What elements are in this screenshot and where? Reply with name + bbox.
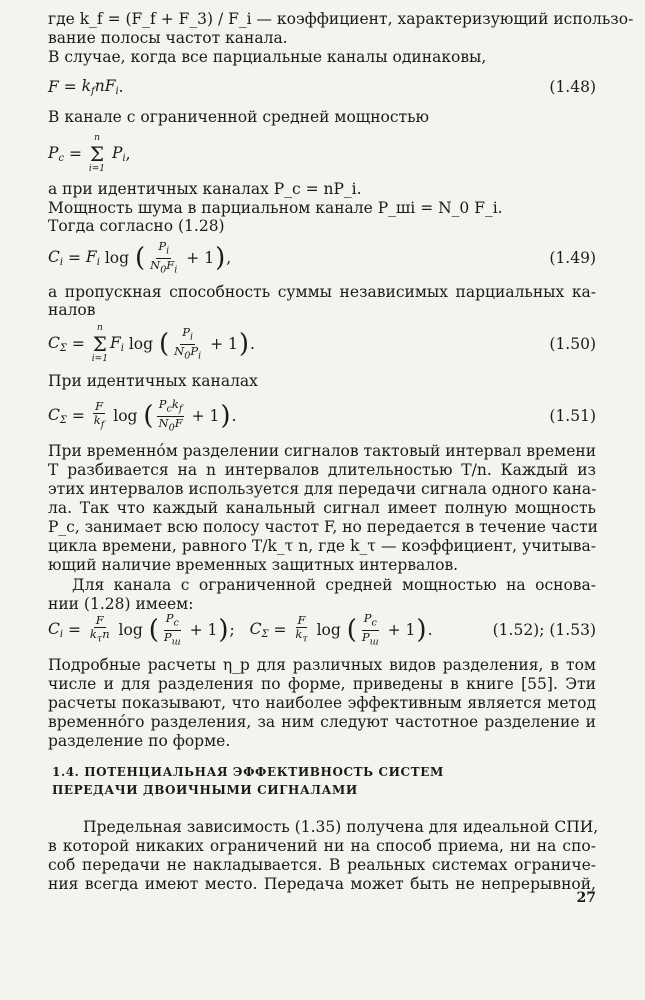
text-line: ющий наличие временных защитных интервалов. xyxy=(48,556,459,574)
equation-1-48 xyxy=(48,67,596,107)
text-line: вание полосы частот канала. xyxy=(48,29,288,47)
text-line: P_c, занимает всю полосу частот F, но передается в течение части xyxy=(48,518,598,536)
text-line: в которой никаких ограничений ни на способ приема, ни на спо- xyxy=(48,837,596,855)
text-line: а пропускная способность суммы независимых парциальных ка- xyxy=(48,283,596,301)
section-heading: 1.4. ПОТЕНЦИАЛЬНАЯ ЭФФЕКТИВНОСТЬ СИСТЕМ xyxy=(52,765,444,779)
equation-formula: $C_i$ = $\frac{F}{k_\tau n}$ log ( $\frac{P_c}{P_ш}$ + 1 ) ; $C_\Sigma$ = $\frac{F}{k_\tau}$ log ( $\frac{P_c}{P_ш}$ + 1 ) . xyxy=(48,611,433,647)
equation-formula: $C_\Sigma$ = n Σ i=1 $F_i$ log ( $\frac{P_i}{N_0P_i}$ + 1 ) . xyxy=(48,323,255,364)
equation-number: (1.52); (1.53) xyxy=(492,621,596,639)
text-line: расчеты показывают, что наиболее эффективным является метод xyxy=(48,694,596,712)
fraction: $\frac{P_i}{N_0P_i}$ xyxy=(174,325,202,361)
text-line: временнóго разделения, за ним следуют частотное разделение и xyxy=(48,713,596,731)
text-line: разделение по форме. xyxy=(48,732,231,750)
text-line: налов xyxy=(48,301,96,319)
text-line: В случае, когда все парциальные каналы одинаковы, xyxy=(48,48,487,66)
text-line: числе и для разделения по форме, приведены в книге [55]. Эти xyxy=(48,675,596,693)
equation-pc-sum xyxy=(48,132,596,176)
text-line: этих интервалов используется для передачи сигнала одного кана- xyxy=(48,480,597,498)
page-number: 27 xyxy=(576,890,596,906)
fraction: $\frac{P_ck_f}{N_0F}$ xyxy=(158,397,183,433)
text-line: T разбивается на n интервалов длительностью T/n. Каждый из xyxy=(48,461,596,479)
equation-formula: F = $k_fnF_i$ . xyxy=(48,77,124,97)
text-line: Предельная зависимость (1.35) получена для идеальной СПИ, xyxy=(83,818,599,836)
text-line: соб передачи не накладывается. В реальных системах ограниче- xyxy=(48,856,596,874)
sum-symbol: n Σ i=1 xyxy=(88,133,106,174)
fraction: $\frac{P_c}{P_ш}$ xyxy=(361,611,379,647)
text-line: При временнóм разделении сигналов тактовый интервал времени xyxy=(48,442,597,460)
text-line: ла. Так что каждый канальный сигнал имеет полную мощность xyxy=(48,499,596,517)
equation-1-52-1-53 xyxy=(48,610,596,650)
equation-formula: $C_i$ = $F_i$ log ( $\frac{P_i}{N_0F_i}$ + 1 ) , xyxy=(48,239,232,275)
equation-number: (1.51) xyxy=(549,407,596,425)
sum-symbol: n Σ i=1 xyxy=(91,323,108,364)
fraction: $\frac{P_i}{N_0F_i}$ xyxy=(150,239,178,275)
fraction: $\frac{P_c}{P_ш}$ xyxy=(163,611,181,647)
text-line: В канале с ограниченной средней мощностью xyxy=(48,108,430,126)
text-line: Мощность шума в парциальном канале P_шi = N_0 F_i. xyxy=(48,199,503,217)
equation-1-51 xyxy=(48,396,596,436)
equation-number: (1.49) xyxy=(549,249,596,267)
text-line: а при идентичных каналах P_c = nP_i. xyxy=(48,180,362,198)
section-heading: ПЕРЕДАЧИ ДВОИЧНЫМИ СИГНАЛАМИ xyxy=(52,783,358,797)
text-line: Тогда согласно (1.28) xyxy=(48,217,225,235)
fraction: $\frac{F}{k_\tau n}$ xyxy=(89,613,110,645)
equation-formula: $P_c$ = n Σ i=1 $P_i$ , xyxy=(48,133,131,174)
text-line: Подробные расчеты η_p для различных видов разделения, в том xyxy=(48,656,596,674)
text-line: нии (1.28) имеем: xyxy=(48,595,194,613)
text-line: При идентичных каналах xyxy=(48,372,258,390)
fraction: $\frac{F}{k_f}$ xyxy=(93,399,105,431)
fraction: $\frac{F}{k_\tau}$ xyxy=(295,613,308,645)
equation-number: (1.48) xyxy=(549,78,596,96)
text-line: где k_f = (F_f + F_3) / F_i — коэффициент, характеризующий использо- xyxy=(48,10,634,28)
text-line: цикла времени, равного T/k_τ n, где k_τ — коэффициент, учитыва- xyxy=(48,537,596,555)
text-line: ния всегда имеют место. Передача может быть не непрерывной, xyxy=(48,875,596,893)
equation-formula: $C_\Sigma$ = $\frac{F}{k_f}$ log ( $\frac{P_ck_f}{N_0F}$ + 1 ) . xyxy=(48,397,237,433)
equation-number: (1.50) xyxy=(549,335,596,353)
equation-1-49 xyxy=(48,238,596,278)
text-line: Для канала с ограниченной средней мощностью на основа- xyxy=(72,576,596,594)
equation-1-50 xyxy=(48,322,596,366)
